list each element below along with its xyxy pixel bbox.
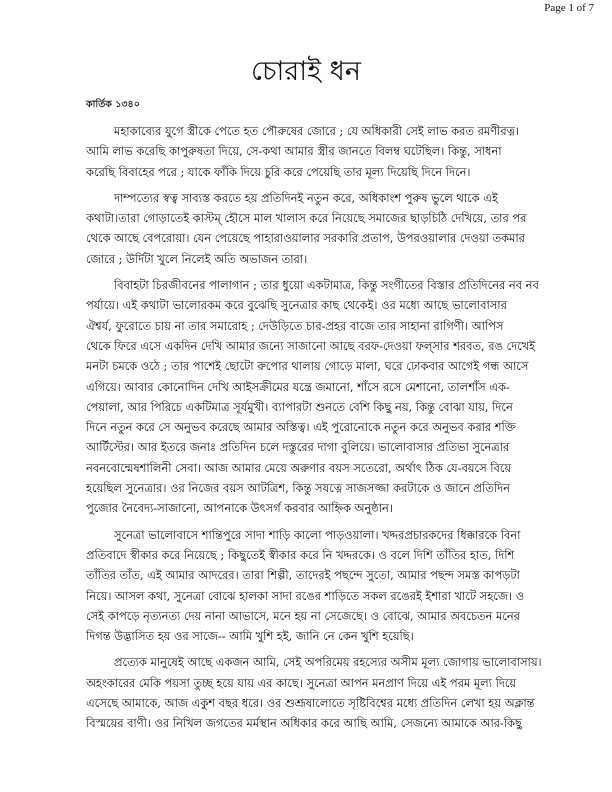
text-line: পেয়ালা, আর পিরিচে একটিমাত্র সূর্যমুখী। ব্যাপারটা শুনতে বেশি কিছু নয়, কিন্তু বোঝা যায়, দিনে	[86, 399, 513, 414]
paragraph	[86, 188, 588, 269]
text-line: থেকে ফিরে এসে একদিন দেখি আমার জন্যে সাজানো আছে বরফ-দেওয়া ফল্‌সার শরবত, রঙ দেখেই	[86, 338, 536, 353]
text-line: নবনবোন্মেষশালিনী সেবা। আজ আমার মেয়ে অরুণার বয়স সতেরো, অর্থাৎ ঠিক যে-বয়সে বিয়ে	[86, 460, 512, 475]
text-line: দিনে নতুন করে সে অনুভব করেছে আমার অস্তিত্ব। এই পুরোনোকে নতুন করে অনুভব করার শক্তি	[86, 420, 516, 435]
text-line: প্রতিবাদে স্বীকার করে নিয়েছে ; কিছুতেই স্বীকার করে নি খদ্দরকে। ও বলে দিশি তাঁতির হাত, দিশি	[86, 547, 515, 562]
text-line: তাঁতির তাঁত, এই আমার আদরের। তারা শিল্পী, তাদেরই পছন্দে সুতো, আমার পছন্দ সমস্ত কাপড়টা	[86, 568, 520, 583]
text-line: বিবাহটা চিরজীবনের পালাগান ; তার ধুয়ো একটামাত্র, কিন্তু সংগীতের বিস্তার প্রতিদিনের নব নব	[114, 278, 539, 293]
paragraph	[86, 652, 588, 733]
text-line: সেই কাপড়ে নৃত্যনত্য দেয় নানা আভাসে, মনে হয় না সেজেছে। ও বোঝে, আমার অবচেতন মনের	[86, 608, 520, 623]
paragraph	[86, 525, 588, 647]
paragraph	[86, 275, 588, 519]
text-line: ঐশ্বর্য, ফুরোতে চায় না তার সমারোহ ; দেউড়িতে চার-প্রহর বাজে তার সাহানা রাগিণী। আপিস	[86, 318, 504, 333]
text-line: আমি লাভ করেছি কাপুরুষতা দিয়ে, সে-কথা আমার স্ত্রীর জানতে বিলম্ব ঘটেছিল। কিন্তু, সাধনা	[86, 144, 502, 159]
text-line: হয়েছিল সুনেত্রার। ওর নিজের বয়স আটত্রিশ, কিন্তু সযত্নে সাজসজ্জা করটাকে ও জানে প্রতিদিন	[86, 481, 510, 496]
text-line: কথাটা।তারা গোড়াতেই কাস্টম্‌ হৌসে মাল খালাস করে নিয়েছে সমাজের ছাড়চিঠি দেখিয়ে, তার পর	[86, 211, 527, 226]
text-line: দিগন্ত উদ্ভাসিত হয় ওর সাজে-- আমি খুশি হই, জানি নে কেন খুশি হয়েছি।	[86, 629, 414, 644]
text-line: এগিয়ে। আবার কোনোদিন দেখি আইসক্রীমের যন্ত্রে জমানো, শাঁসে রসে মেশানো, তালশাঁস এক-	[86, 379, 510, 394]
text-line: নিয়ে। আসল কথা, সুনেত্রা বোঝে হালকা সাদা রঙের শাড়িতে সকল রঙেরই ইশারা খাটে সহজে। ও	[86, 588, 525, 603]
text-line: প্রত্যেক মানুষেই আছে একজন আমি, সেই অপরিমেয় রহস্যের অসীম মূল্য জোগায় ভালোবাসায়।	[114, 655, 542, 670]
text-line: করেছি বিবাহের পরে ; যাকে ফাঁকি দিয়ে চুরি করে পেয়েছি তার মূল্য দিয়েছি দিনে দিনে।	[86, 164, 471, 179]
text-line: দাম্পত্যের স্বত্ব সাব্যস্ত করতে হয় প্রতিদিনই নতুন করে, অধিকাংশ পুরুষ ভুলে থাকে এই	[114, 190, 498, 205]
text-line: জোরে ; উর্দিটা খুলে নিলেই অতি অভাজন তারা।	[86, 251, 308, 266]
text-line: বিস্ময়ের বাণী। ওর নিখিল জগতের মর্মস্থান অধিকার করে আছি আমি, সেজন্যে আমাকে আর-কিছু	[86, 716, 522, 731]
paragraph	[86, 121, 588, 182]
text-line: এসেছে আমাকে, আজ একুশ বছর ধরে। ওর শুশ্রূষালোতে সৃষ্টিবিশ্বের মধ্যে প্রতিদিন লেখা হয় অক্লান্ত	[86, 696, 535, 711]
text-line: আর্টিস্টের। আর ইতরে জনাঃ প্রতিদিন চলে দস্তুরের দাগা বুলিয়ে। ভালোবাসার প্রতিভা সুনেত্রার	[86, 440, 510, 455]
document-date: কার্তিক ১৩৪০	[86, 99, 140, 110]
page-number: Page 1 of 7	[544, 2, 594, 14]
document-body	[86, 121, 588, 740]
text-line: পর্যায়ে। এই কথাটা ভালোরকম করে বুঝেছি সুনেত্রার কাছ থেকেই। ওর মধ্যে আছে ভালোবাসার	[86, 298, 507, 313]
text-line: পুজোর নৈবেদ্য-সাজানো, আপনাকে উৎসর্গ করবার আহ্নিক অনুষ্ঠান।	[86, 501, 393, 516]
text-line: থেকে আছে বেপরোয়া। যেন পেয়েছে পাহারাওয়ালার সরকারি প্রতাপ, উপরওয়ালার দেওয়া তকমার	[86, 231, 525, 246]
text-line: সুনেত্রা ভালোবাসে শান্তিপুরে সাদা শাড়ি কালো পাড়ওয়ালা। খদ্দরপ্রচারকদের ধিক্কারকে বিনা	[114, 527, 521, 542]
text-line: অহংকারের মেকি পয়সা তুচ্ছ হয়ে যায় এর কাছে। সুনেত্রা আপন মনপ্রাণ দিয়ে এই পরম মূল্য দিয়ে	[86, 675, 517, 690]
document-title: চোরাই ধন	[251, 56, 361, 87]
text-line: মনটা চমকে ওঠে ; তার পাশেই ছোটো রুপোর থালায় গোড়ে মালা, ঘরে ঢোকবার আগেই গন্ধ আসে	[86, 359, 529, 374]
text-line: মহাকাব্যের যুগে স্ত্রীকে পেতে হত পৌরুষের জোরে ; যে অধিকারী সেই লাভ করত রমণীরত্ন।	[114, 124, 520, 138]
